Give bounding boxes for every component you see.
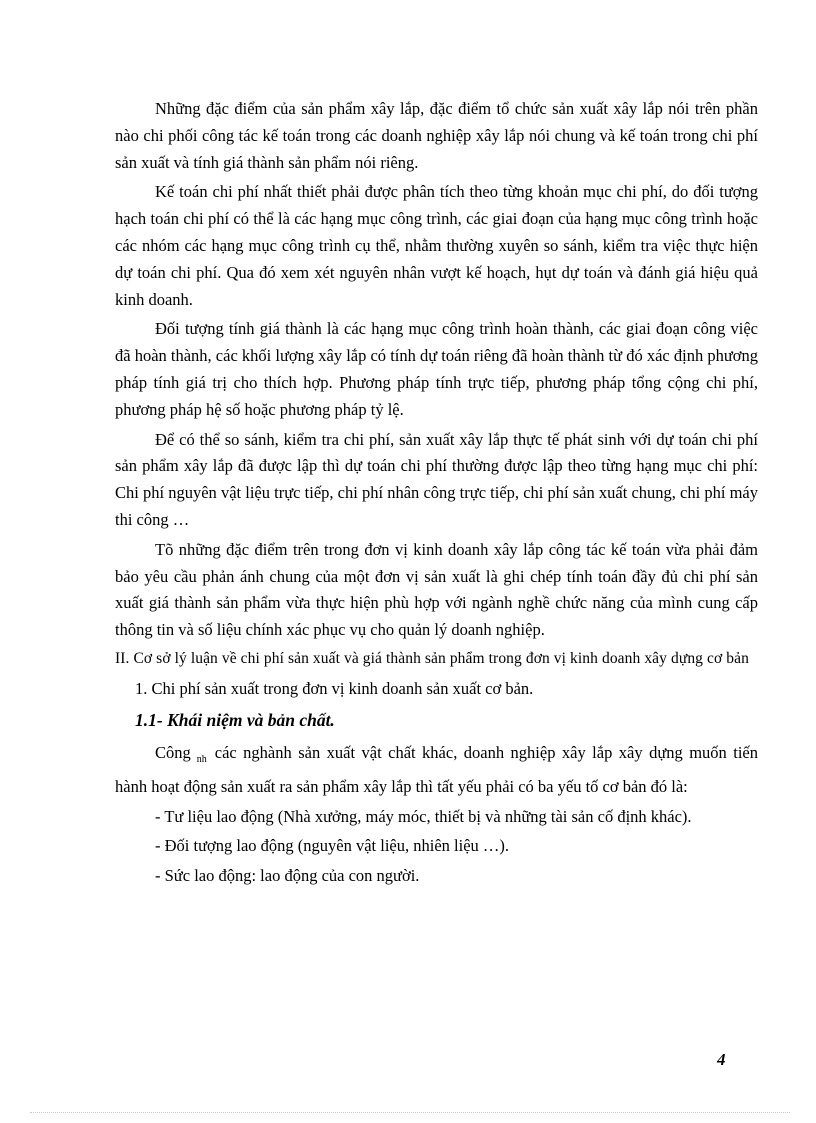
paragraph-5: Tõ những đặc điểm trên trong đơn vị kinh doanh xây lắp công tác kế toán vừa phải đảm bảo yêu cầu phản ánh chung của một đơn vị sản xuất là ghi chép tính toán đầy đủ chi phí sản xuất giá thành sản phẩm vừa thực hiện phù hợp với ngành nghề chức năng của mình cung cấp thông tin và số liệu chính xác phục vụ cho quản lý doanh nghiệp. [115, 539, 758, 640]
subsubsection-heading: 1.1- Khái niệm và bản chất. [135, 709, 335, 730]
intro-subscript: nh [196, 753, 207, 765]
list-item-1: - Tư liệu lao động (Nhà xưởng, máy móc, thiết bị và những tài sản cố định khác). [155, 806, 692, 826]
section-heading: II. Cơ sở lý luận về chi phí sản xuất và giá thành sản phẩm trong đơn vị kinh doanh xây dựng cơ bản [115, 649, 749, 667]
paragraph-3: Đối tượng tính giá thành là các hạng mục công trình hoàn thành, các giai đoạn công việc đã hoàn thành, các khối lượng xây lắp có tính dự toán riêng đã hoàn thành từ đó xác định phương pháp tính giá trị cho thích hợp. Phương pháp tính trực tiếp, phương pháp tổng cộng chi phí, phương pháp hệ số hoặc phương pháp tỷ lệ. [115, 319, 758, 419]
paragraph-1: Những đặc điểm của sản phẩm xây lắp, đặc điểm tổ chức sản xuất xây lắp nói trên phần nào chi phối công tác kế toán trong các doanh nghiệp xây lắp nói chung và kế toán trong chi phí sản xuất và tính giá thành sản phẩm nói riêng. [115, 99, 758, 172]
intro-rest: các nghành sản xuất vật chất khác, doanh nghiệp xây lắp xây dựng muốn tiến hành hoạt động sản xuất ra sản phẩm xây lắp thì tất yếu phải có ba yếu tố cơ bản đó là: [115, 742, 758, 796]
subsection-heading: 1. Chi phí sản xuất trong đơn vị kinh doanh sản xuất cơ bản. [135, 678, 534, 698]
intro-paragraph [115, 740, 758, 801]
intro-prefix: Công [155, 742, 191, 762]
list-item-2: - Đối tượng lao động (nguyên vật liệu, nhiên liệu …). [155, 836, 510, 856]
document-body [115, 96, 758, 893]
page-number: 4 [717, 1050, 726, 1069]
paragraph-4: Để có thể so sánh, kiểm tra chi phí, sản xuất xây lắp thực tế phát sinh với dự toán chi phí sản phẩm xây lắp đã được lập thì dự toán chi phí thường được lập theo từng hạng mục chi phí: Chi phí nguyên vật liệu trực tiếp, chi phí nhân công trực tiếp, chi phí sản xuất chung, chi phí máy thi công … [115, 429, 758, 529]
list-item-3: - Sức lao động: lao động của con người. [155, 866, 420, 886]
paragraph-2: Kế toán chi phí nhất thiết phải được phân tích theo từng khoản mục chi phí, do đối tượng hạch toán chi phí có thể là các hạng mục công trình, các giai đoạn của hạng mục công trình hoặc các nhóm các hạng mục công trình cụ thể, nhằm thường xuyên so sánh, kiểm tra việc thực hiện dự toán chi phí. Qua đó xem xét nguyên nhân vượt kế hoạch, hụt dự toán và đánh giá hiệu quả kinh doanh. [115, 182, 758, 309]
footer-divider [30, 1112, 790, 1113]
